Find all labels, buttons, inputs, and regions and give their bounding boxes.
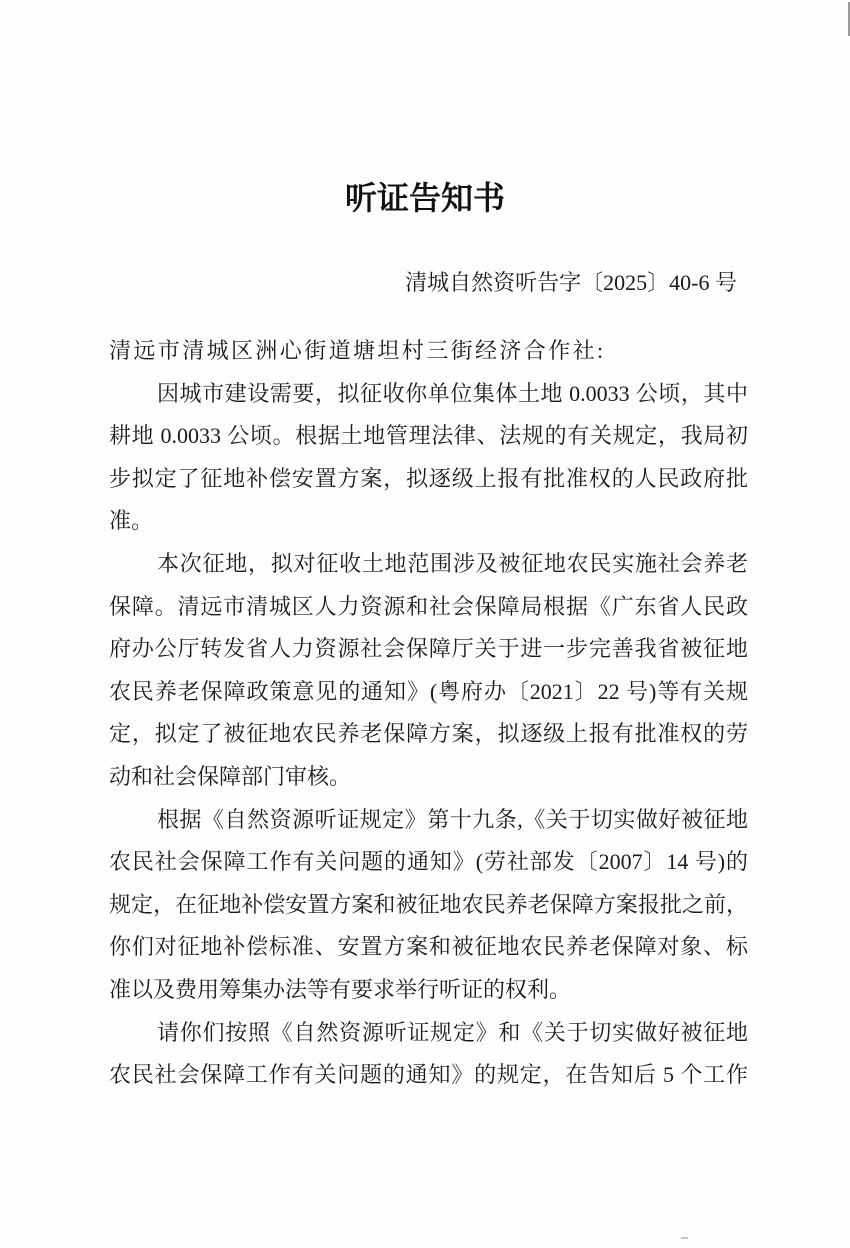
body-line: 因城市建设需要，拟征收你单位集体土地 0.0033 公顷，其中 [157, 380, 748, 406]
body-line: 定，拟定了被征地农民养老保障方案，拟逐级上报有批准权的劳 [109, 721, 748, 747]
document-number: 清城自然资听告字〔2025〕40-6 号 [405, 270, 737, 295]
body-line: 根据《自然资源听证规定》第十九条,《关于切实做好被征地 [157, 806, 748, 832]
body-line: 保障。清远市清城区人力资源和社会保障局根据《广东省人民政 [109, 593, 748, 619]
body-line: 动和社会保障部门审核。 [109, 763, 352, 789]
body-line: 准。 [109, 508, 154, 534]
body-line: 农民社会保障工作有关问题的通知》(劳社部发〔2007〕14 号)的 [109, 849, 748, 875]
document-title: 听证告知书 [344, 180, 505, 216]
body-line: 农民社会保障工作有关问题的通知》的规定，在告知后 5 个工作 [109, 1062, 748, 1088]
body-line: 耕地 0.0033 公顷。根据土地管理法律、法规的有关规定，我局初 [109, 423, 748, 449]
body-line: 步拟定了征地补偿安置方案，拟逐级上报有批准权的人民政府批 [109, 465, 748, 491]
scan-artifact [681, 1237, 688, 1239]
body-line: 请你们按照《自然资源听证规定》和《关于切实做好被征地 [157, 1019, 748, 1045]
addressee-line: 清远市清城区洲心街道塘坦村三街经济合作社: [109, 338, 606, 363]
document-body [109, 330, 748, 1097]
body-line: 你们对征地补偿标准、安置方案和被征地农民养老保障对象、标 [109, 934, 748, 960]
body-line: 府办公厅转发省人力资源社会保障厅关于进一步完善我省被征地 [109, 636, 748, 662]
body-line: 农民养老保障政策意见的通知》(粤府办〔2021〕22 号)等有关规 [109, 678, 748, 704]
body-line: 准以及费用筹集办法等有要求举行听证的权利。 [109, 976, 572, 1002]
body-line: 规定，在征地补偿安置方案和被征地农民养老保障方案报批之前， [109, 891, 748, 917]
body-line: 本次征地，拟对征收土地范围涉及被征地农民实施社会养老 [157, 550, 748, 576]
